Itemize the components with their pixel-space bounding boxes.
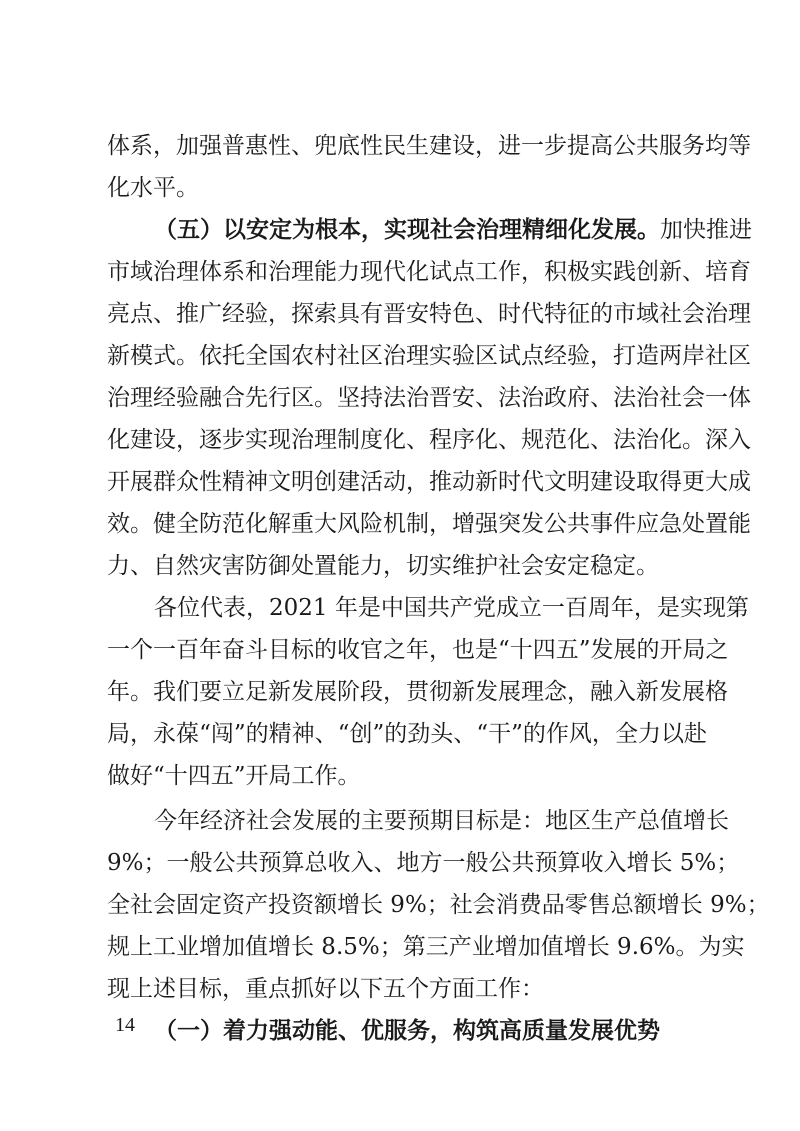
- body-text-line: 9%；一般公共预算总收入、地方一般公共预算收入增长 5%；: [107, 850, 740, 876]
- body-text-line: 体系，加强普惠性、兜底性民生建设，进一步提高公共服务均等: [107, 133, 751, 159]
- body-text-line: 化建设，逐步实现治理制度化、程序化、规范化、法治化。深入: [107, 427, 751, 453]
- body-text-line: 各位代表，2021 年是中国共产党成立一百周年，是实现第: [154, 595, 749, 621]
- body-text-line: 效。健全防范化解重大风险机制，增强突发公共事件应急处置能: [107, 511, 751, 537]
- body-text-line: 开展群众性精神文明创建活动，推动新时代文明建设取得更大成: [107, 469, 751, 495]
- body-text-line: 做好“十四五”开局工作。: [107, 763, 361, 789]
- page-number: 14: [115, 1014, 135, 1036]
- body-text-line: 一个一百年奋斗目标的收官之年，也是“十四五”发展的开局之: [107, 637, 729, 663]
- body-text-line: 化水平。: [107, 175, 199, 201]
- section-heading-line: [154, 215, 752, 245]
- body-text-line: 治理经验融合先行区。坚持法治晋安、法治政府、法治社会一体: [107, 385, 751, 411]
- body-text-line: 市域治理体系和治理能力现代化试点工作，积极实践创新、培育: [107, 259, 751, 285]
- body-text-line: 规上工业增加值增长 8.5%；第三产业增加值增长 9.6%。为实: [107, 934, 745, 960]
- body-text-line: 新模式。依托全国农村社区治理实验区试点经验，打造两岸社区: [107, 343, 751, 369]
- body-text-inline: 加快推进: [660, 217, 752, 243]
- body-text-line: 现上述目标，重点抓好以下五个方面工作：: [107, 976, 544, 1002]
- section-heading: （一）着力强动能、优服务，构筑高质量发展优势: [154, 1017, 660, 1044]
- body-text-line: 亮点、推广经验，探索具有晋安特色、时代特征的市域社会治理: [107, 301, 751, 327]
- body-text-line: 力、自然灾害防御处置能力，切实维护社会安定稳定。: [107, 553, 659, 579]
- body-text-line: 今年经济社会发展的主要预期目标是：地区生产总值增长: [154, 808, 729, 834]
- body-text-line: 年。我们要立足新发展阶段，贯彻新发展理念，融入新发展格: [107, 679, 728, 705]
- section-heading: （五）以安定为根本，实现社会治理精细化发展。: [154, 216, 660, 243]
- body-text-line: 局，永葆“闯”的精神、“创”的劲头、“干”的作风，全力以赴: [107, 721, 707, 747]
- body-text-line: 全社会固定资产投资额增长 9%；社会消费品零售总额增长 9%；: [107, 892, 770, 918]
